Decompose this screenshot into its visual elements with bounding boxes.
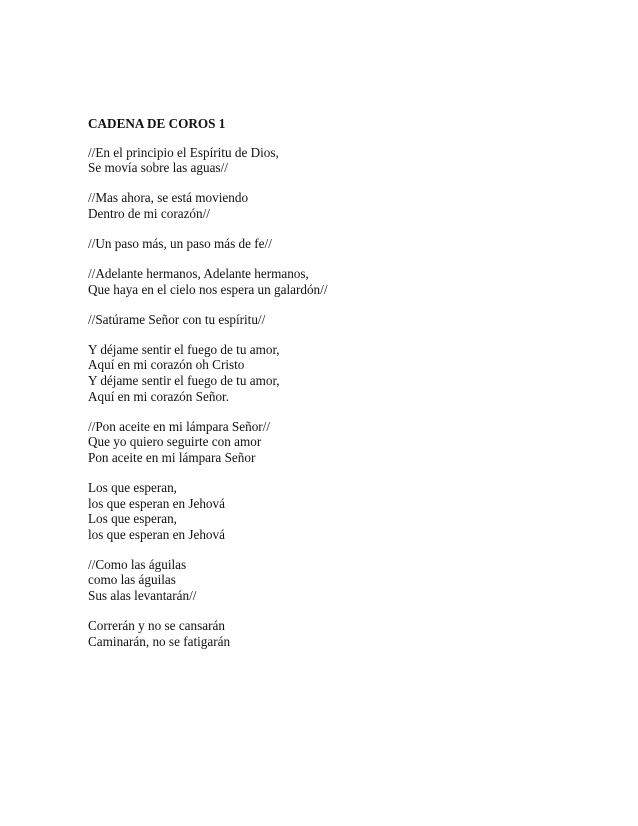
stanza-3 xyxy=(88,236,588,252)
lyric-line: Y déjame sentir el fuego de tu amor, xyxy=(88,373,280,389)
lyric-line: Que yo quiero seguirte con amor xyxy=(88,434,262,450)
lyric-line: //Como las águilas xyxy=(88,556,187,572)
lyric-line: Aquí en mi corazón oh Cristo xyxy=(88,357,245,373)
lyric-line: Los que esperan, xyxy=(88,480,177,495)
lyric-line: Y déjame sentir el fuego de tu amor, xyxy=(88,341,280,357)
stanza-7 xyxy=(88,419,588,466)
lyric-line: Dentro de mi corazón// xyxy=(88,205,210,221)
lyric-line: //En el principio el Espíritu de Dios, xyxy=(88,144,279,160)
lyric-line: Sus alas levantarán// xyxy=(88,588,197,604)
lyric-line: //Pon aceite en mi lámpara Señor// xyxy=(88,418,271,434)
lyric-line: Que haya en el cielo nos espera un galardón// xyxy=(88,281,328,297)
lyric-line: //Mas ahora, se está moviendo xyxy=(88,190,249,206)
stanza-9 xyxy=(88,557,588,604)
lyric-line: //Un paso más, un paso más de fe// xyxy=(88,235,272,251)
lyric-line: Pon aceite en mi lámpara Señor xyxy=(88,449,256,465)
lyric-line: Caminarán, no se fatigarán xyxy=(88,633,231,649)
stanza-5 xyxy=(88,312,588,328)
lyric-line: Correrán y no se cansarán xyxy=(88,618,225,634)
stanza-1 xyxy=(88,145,588,176)
lyric-line: los que esperan en Jehová xyxy=(88,526,225,542)
stanza-4 xyxy=(88,266,588,297)
lyric-line: //Satúrame Señor con tu espíritu// xyxy=(88,311,266,327)
lyric-line: como las águilas xyxy=(88,572,176,588)
stanza-10 xyxy=(88,618,588,649)
lyric-line: los que esperan en Jehová xyxy=(88,495,225,511)
lyric-line: //Adelante hermanos, Adelante hermanos, xyxy=(88,266,309,282)
stanza-6 xyxy=(88,342,588,404)
document-body xyxy=(88,116,588,664)
lyric-line: Los que esperan, xyxy=(88,511,177,527)
stanza-2 xyxy=(88,190,588,221)
document-title: CADENA DE COROS 1 xyxy=(88,116,226,131)
lyric-line: Aquí en mi corazón Señor. xyxy=(88,388,229,404)
lyric-line: Se movía sobre las aguas// xyxy=(88,160,228,176)
stanza-8 xyxy=(88,480,588,542)
